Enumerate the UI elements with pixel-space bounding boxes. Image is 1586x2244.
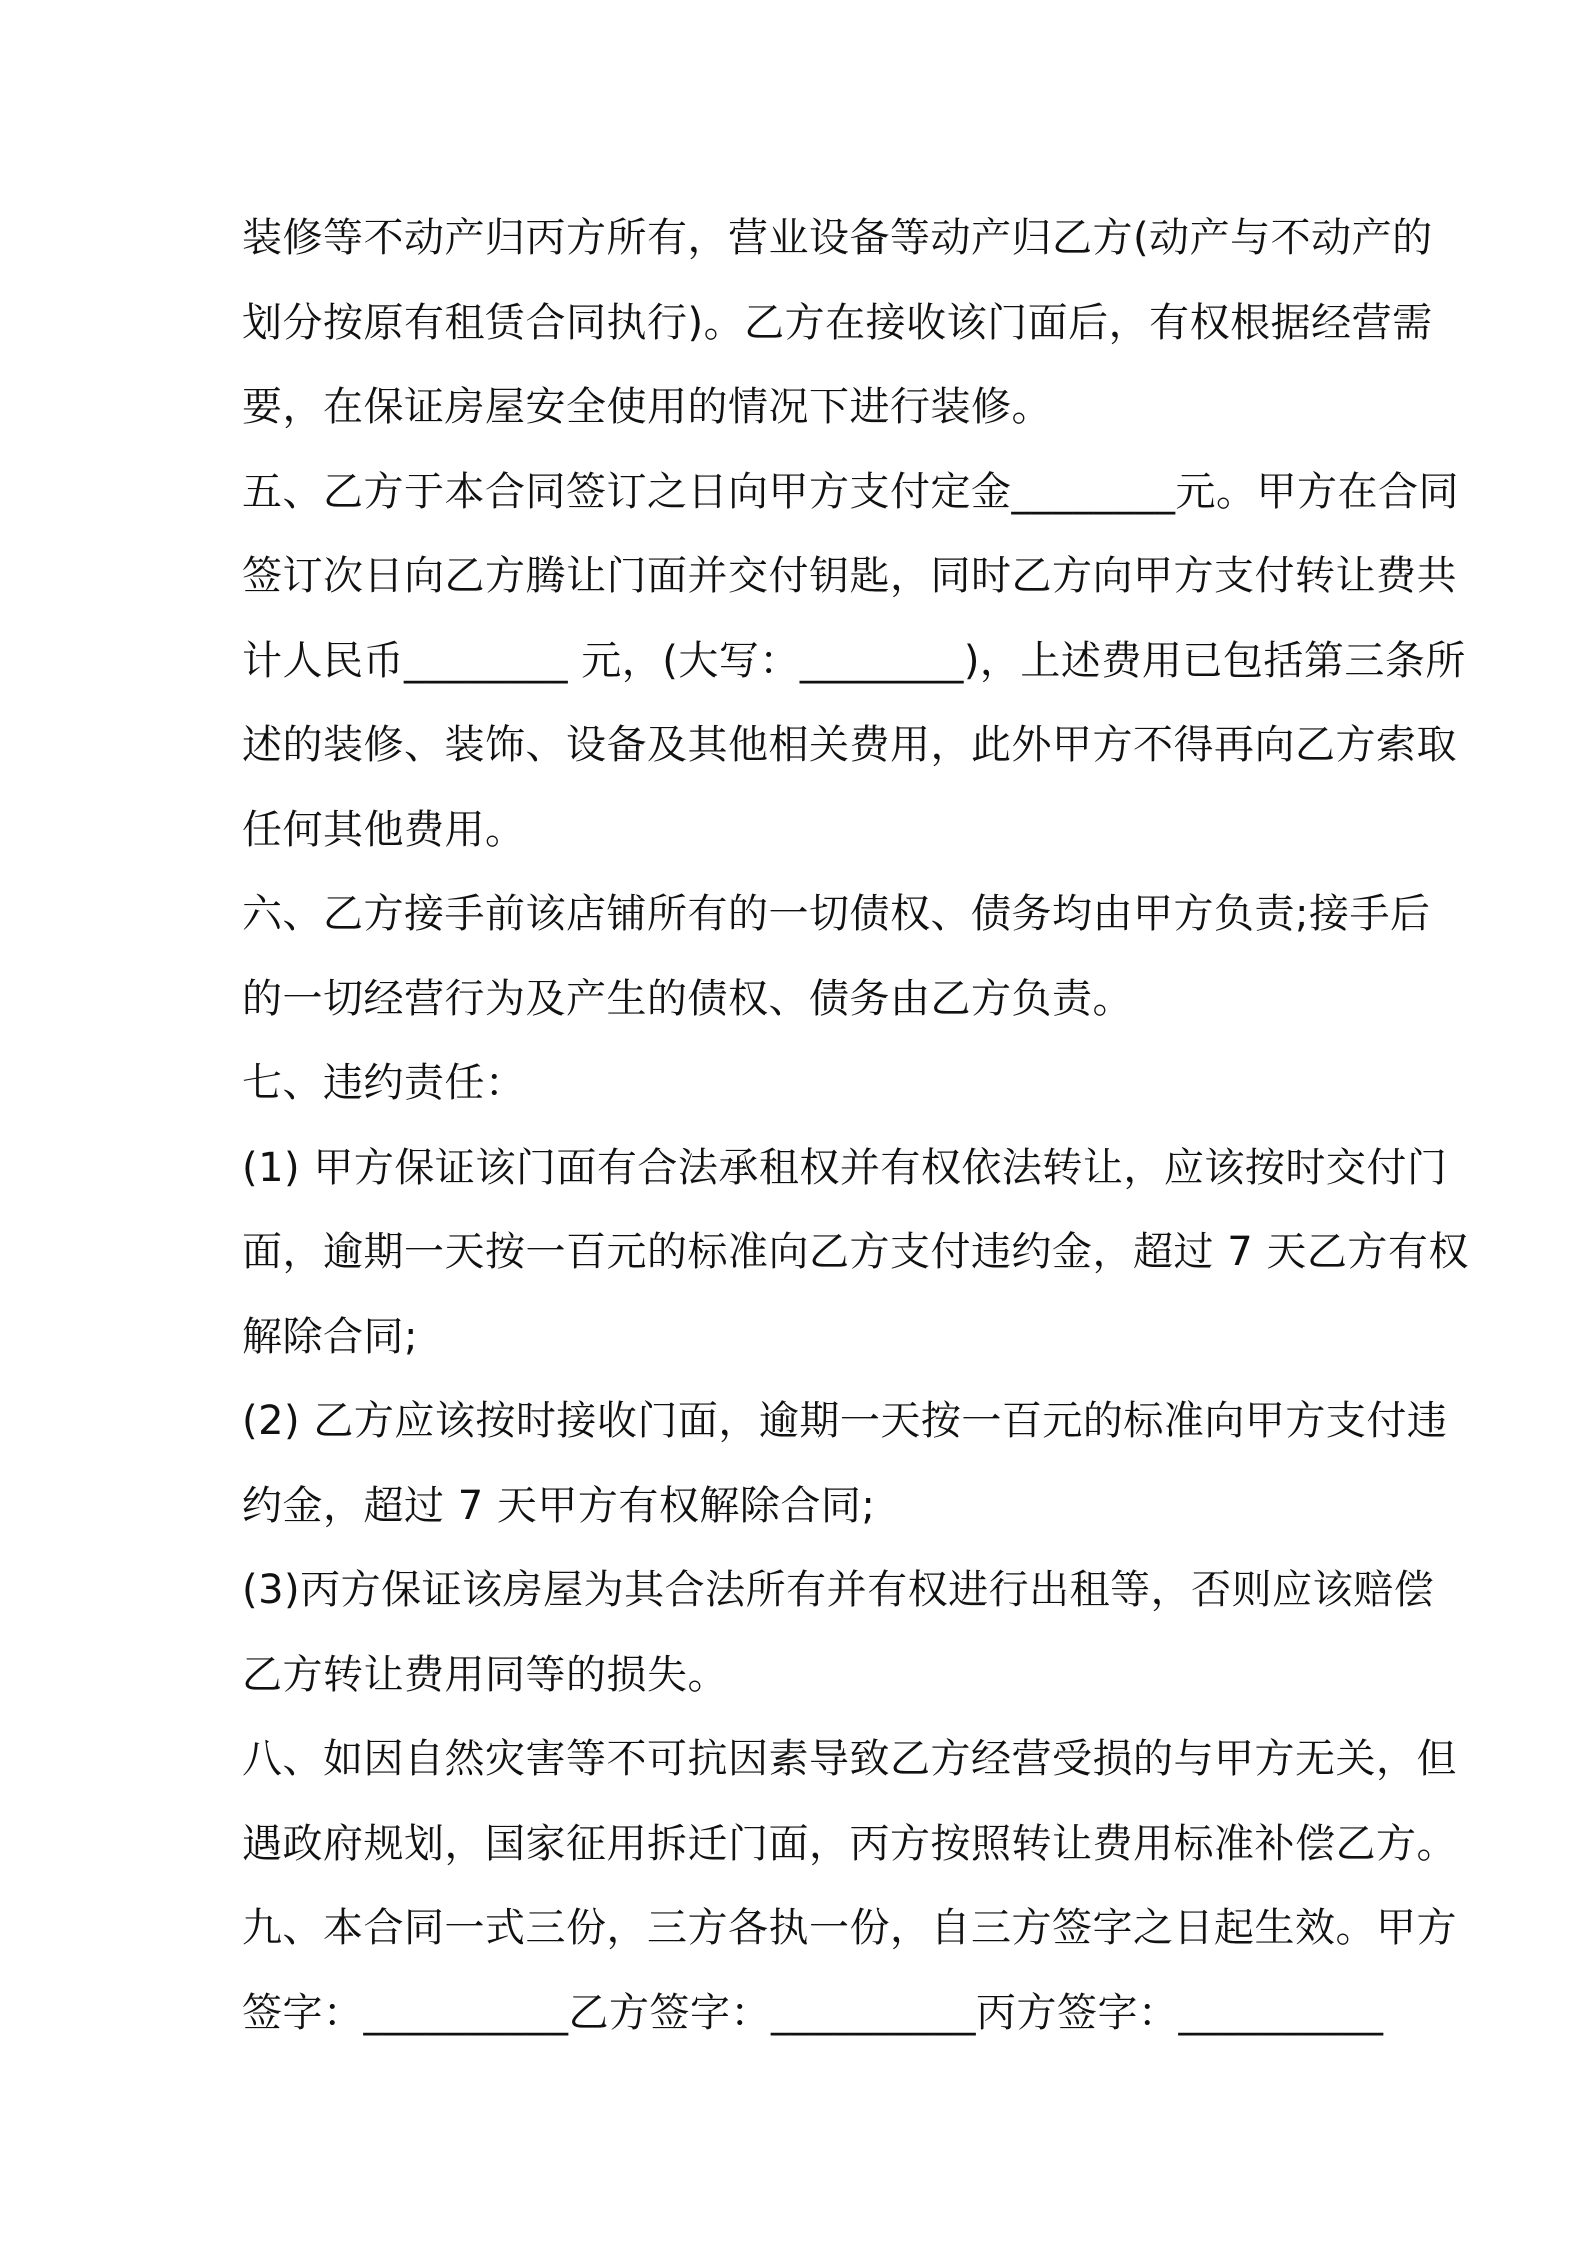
clause-9-line: 九、本合同一式三份，三方各执一份，自三方签字之日起生效。甲方 — [242, 1905, 1457, 1951]
clause-8-line: 八、如因自然灾害等不可抗因素导致乙方经营受损的与甲方无关，但 — [242, 1736, 1457, 1782]
party-a-signature: 签字：__________ — [242, 1989, 569, 2036]
text-line: 解除合同; — [242, 1313, 418, 1360]
signature-row — [242, 1971, 1384, 2056]
text-line: 签订次日向乙方腾让门面并交付钥匙，同时乙方向甲方支付转让费共 — [242, 553, 1457, 599]
clause-7-heading: 七、违约责任： — [242, 1060, 526, 1106]
text-line: 约金，超过 7 天甲方有权解除合同; — [242, 1482, 876, 1529]
clause-7-item-3: (3)丙方保证该房屋为其合法所有并有权进行出租等，否则应该赔偿 — [242, 1567, 1435, 1613]
contract-body — [242, 196, 1469, 2055]
text-line: 任何其他费用。 — [242, 806, 526, 853]
text-line: 的一切经营行为及产生的债权、债务由乙方负责。 — [242, 975, 1133, 1022]
text-line: 计人民币________ 元，(大写：________)，上述费用已包括第三条所 — [242, 637, 1466, 684]
clause-5-line: 五、乙方于本合同签订之日向甲方支付定金________元。甲方在合同 — [242, 468, 1459, 515]
text-line: 要，在保证房屋安全使用的情况下进行装修。 — [242, 384, 1052, 430]
party-b-signature: 乙方签字：__________ — [568, 1989, 976, 2036]
text-line: 述的装修、装饰、设备及其他相关费用，此外甲方不得再向乙方索取 — [242, 722, 1457, 768]
text-line: 装修等不动产归丙方所有，营业设备等动产归乙方(动产与不动产的 — [242, 215, 1433, 261]
clause-7-item-1: (1) 甲方保证该门面有合法承租权并有权依法转让，应该按时交付门 — [242, 1144, 1448, 1191]
clause-6-line: 六、乙方接手前该店铺所有的一切债权、债务均由甲方负责;接手后 — [242, 891, 1431, 937]
party-c-signature: 丙方签字：__________ — [976, 1989, 1384, 2036]
text-line: 遇政府规划，国家征用拆迁门面，丙方按照转让费用标准补偿乙方。 — [242, 1820, 1457, 1867]
text-line: 面，逾期一天按一百元的标准向乙方支付违约金，超过 7 天乙方有权 — [242, 1229, 1469, 1275]
clause-7-item-2: (2) 乙方应该按时接收门面，逾期一天按一百元的标准向甲方支付违 — [242, 1398, 1448, 1444]
text-line: 乙方转让费用同等的损失。 — [242, 1651, 728, 1698]
text-line: 划分按原有租赁合同执行)。乙方在接收该门面后，有权根据经营需 — [242, 299, 1433, 346]
